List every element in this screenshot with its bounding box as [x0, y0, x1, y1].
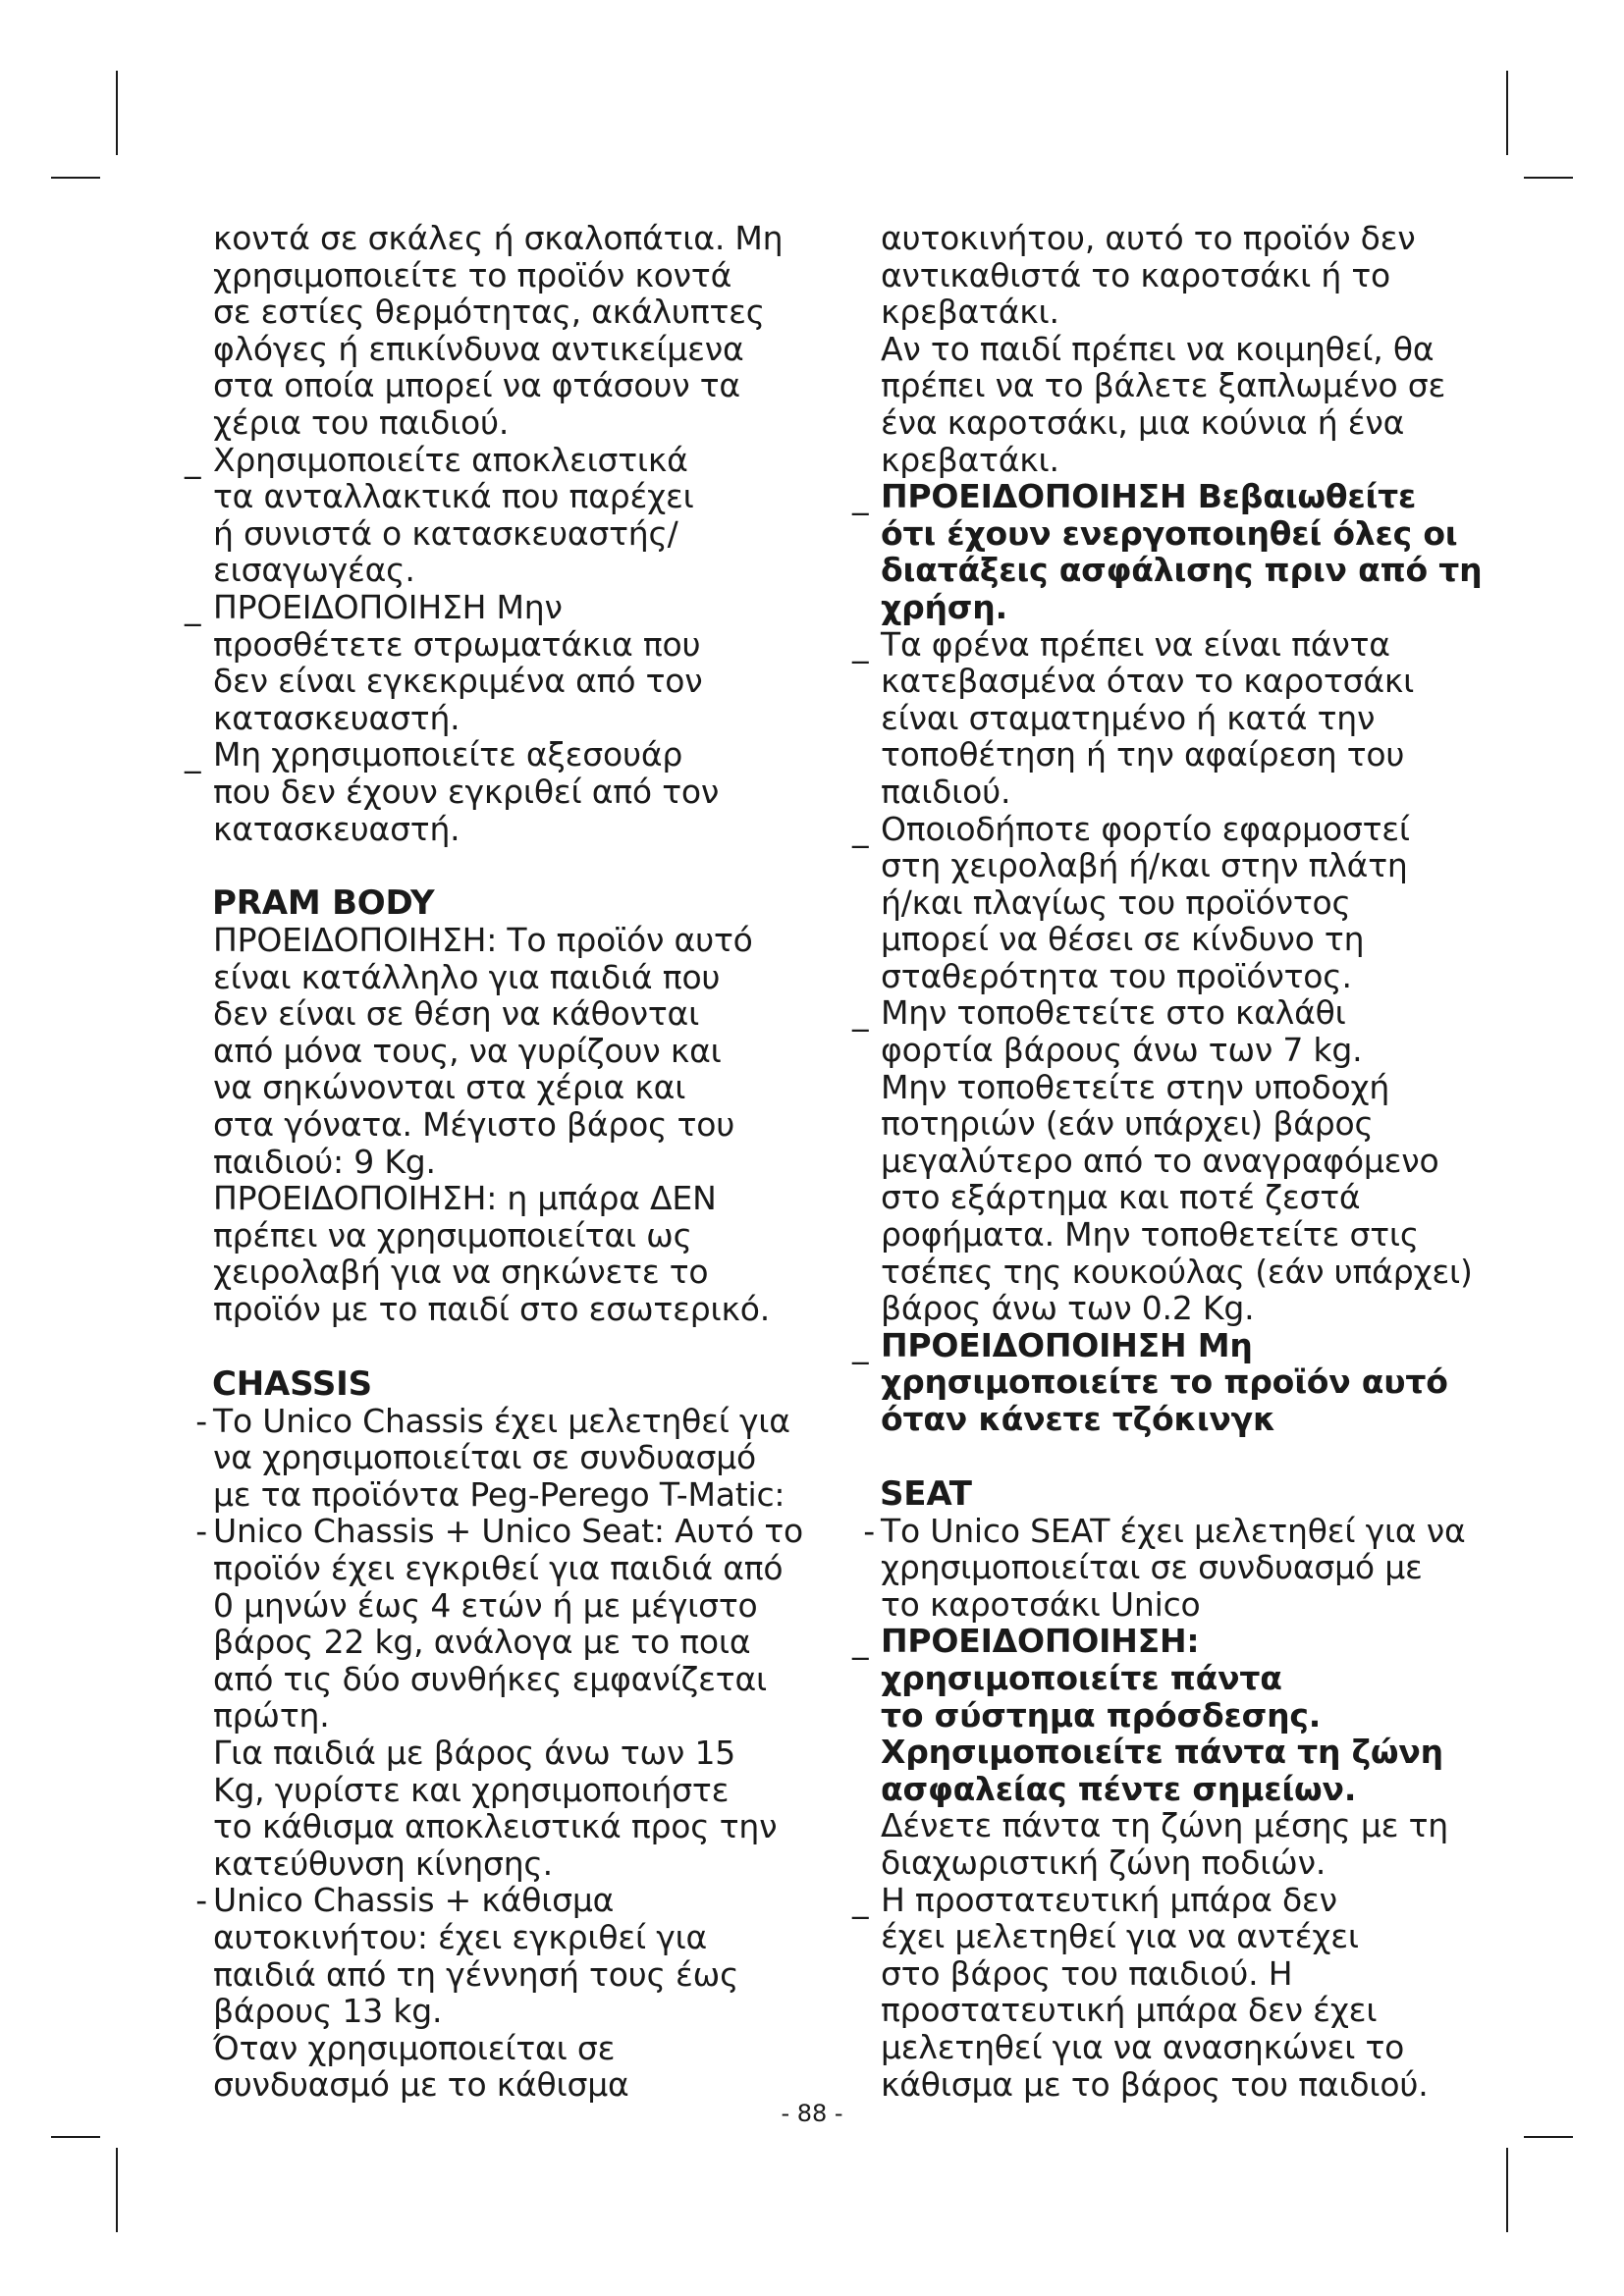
- crop-mark: [51, 2136, 100, 2138]
- text-line-bold: Χρησιμοποιείτε πάντα τη ζώνη: [881, 1733, 1443, 1772]
- crop-mark: [116, 71, 118, 155]
- chassis-item: [185, 1403, 813, 1514]
- bullet-marker: _: [852, 809, 869, 848]
- text-line: χρήση.: [881, 587, 1007, 626]
- text-line: χρησιμοποιείτε το προϊόν αυτό: [881, 1362, 1448, 1402]
- text-line: Unico Chassis + Unico Seat: Αυτό το: [213, 1512, 803, 1551]
- text-line: φλόγες ή επικίνδυνα αντικείμενα: [213, 329, 744, 368]
- text-line: κατασκευαστή.: [213, 698, 460, 737]
- bullet-marker: _: [852, 1622, 869, 1661]
- section-heading-chassis: CHASSIS: [212, 1363, 372, 1404]
- text-line: ή συνιστά ο κατασκευαστής/: [213, 513, 678, 553]
- text-line: ποτηριών (εάν υπάρχει) βάρος: [881, 1104, 1374, 1144]
- text-line: βάρους 13 kg.: [213, 1992, 443, 2031]
- section-heading-seat: SEAT: [880, 1473, 972, 1514]
- warning-item: [185, 442, 813, 589]
- warning-item: [185, 736, 813, 847]
- text-line: με τα προϊόντα Peg-Perego T-Matic:: [213, 1474, 785, 1514]
- text-line: είναι σταματημένο ή κατά την: [881, 698, 1376, 737]
- warning-item: [852, 1327, 1481, 1438]
- text-line: Δένετε πάντα τη ζώνη μέσης με τη: [881, 1806, 1448, 1845]
- text-line: προσθέτετε στρωματάκια που: [213, 624, 701, 664]
- text-line: προστατευτική μπάρα δεν έχει: [881, 1991, 1378, 2030]
- bullet-marker: -: [195, 1401, 207, 1440]
- text-line: ή/και πλαγίως του προϊόντος: [881, 882, 1351, 922]
- text-line: παιδιού.: [881, 772, 1011, 811]
- text-line: παιδιά από τη γέννησή τους έως: [213, 1954, 739, 1994]
- text-line: στη χειρολαβή ή/και στην πλάτη: [881, 846, 1408, 885]
- text-line: έχει μελετηθεί για να αντέχει: [881, 1917, 1359, 1956]
- text-line: χέρια του παιδιού.: [213, 402, 510, 442]
- text-line: στο εξάρτημα και ποτέ ζεστά: [881, 1178, 1361, 1217]
- text-line: Μην τοποθετείτε στο καλάθι: [881, 993, 1346, 1033]
- text-line: ΠΡΟΕΙΔΟΠΟΙΗΣΗ: Το προϊόν αυτό: [213, 921, 753, 960]
- bullet-marker: _: [185, 735, 201, 774]
- text-line: κατεβασμένα όταν το καροτσάκι: [881, 662, 1415, 701]
- warning-item: [852, 811, 1481, 995]
- bullet-marker: -: [195, 1881, 207, 1920]
- text-line: Αν το παιδί πρέπει να κοιμηθεί, θα: [881, 329, 1435, 368]
- text-line: αυτοκινήτου, αυτό το προϊόν δεν: [881, 219, 1416, 257]
- text-line: μεγαλύτερο από το αναγραφόμενο: [881, 1141, 1439, 1180]
- seat-item: [852, 1513, 1481, 1624]
- bullet-marker: -: [863, 1511, 875, 1550]
- text-line: στο βάρος του παιδιού. Η: [881, 1953, 1293, 1993]
- text-line: προϊόν με το παιδί στο εσωτερικό.: [213, 1290, 770, 1329]
- text-line: μελετηθεί για να ανασηκώνει το: [881, 2027, 1405, 2066]
- text-line: Οποιοδήποτε φορτίο εφαρμοστεί: [881, 809, 1410, 848]
- text-line: Μη χρησιμοποιείτε αξεσουάρ: [213, 735, 683, 774]
- text-line: Μην τοποθετείτε στην υποδοχή: [881, 1067, 1390, 1106]
- text-line: πρέπει να χρησιμοποιείται ως: [213, 1215, 692, 1255]
- text-line: προϊόν έχει εγκριθεί για παιδιά από: [213, 1549, 784, 1587]
- text-line: Kg, γυρίστε και χρησιμοποιήστε: [213, 1770, 730, 1809]
- text-line: τσέπες της κουκούλας (εάν υπάρχει): [881, 1252, 1473, 1291]
- bullet-marker: _: [185, 440, 201, 479]
- text-line: ΠΡΟΕΙΔΟΠΟΙΗΣΗ Μην: [213, 587, 563, 626]
- text-line: μπορεί να θέσει σε κίνδυνο τη: [881, 920, 1365, 959]
- text-line-bold: το σύστημα πρόσδεσης.: [881, 1695, 1322, 1735]
- text-line: κάθισμα με το βάρος του παιδιού.: [881, 2064, 1429, 2104]
- text-line: τα ανταλλακτικά που παρέχει: [213, 477, 694, 516]
- text-line: Για παιδιά με βάρος άνω των 15: [213, 1733, 736, 1772]
- text-line: ότι έχουν ενεργοποιηθεί όλες οι: [881, 513, 1458, 553]
- text-line: ΠΡΟΕΙΔΟΠΟΙΗΣΗ Μη: [881, 1325, 1253, 1364]
- bullet-marker: _: [852, 993, 869, 1033]
- text-line: πρώτη.: [213, 1696, 330, 1735]
- text-line: Τα φρένα πρέπει να είναι πάντα: [881, 624, 1390, 664]
- text-line: σταθερότητα του προϊόντος.: [881, 956, 1352, 995]
- intro-paragraph: [185, 220, 813, 442]
- crop-mark: [1524, 177, 1573, 179]
- text-line: είναι κατάλληλο για παιδιά που: [213, 957, 721, 996]
- bullet-marker: _: [185, 587, 201, 626]
- text-line: να χρησιμοποιείται σε συνδυασμό: [213, 1438, 756, 1477]
- text-line: αυτοκινήτου: έχει εγκριθεί για: [213, 1917, 708, 1956]
- bullet-marker: _: [852, 624, 869, 664]
- text-line: κοντά σε σκάλες ή σκαλοπάτια. Μη: [213, 219, 784, 257]
- text-line: κρεβατάκι.: [881, 293, 1059, 332]
- warning-item: [852, 626, 1481, 811]
- text-line-bold: ΠΡΟΕΙΔΟΠΟΙΗΣΗ:: [881, 1622, 1200, 1661]
- text-line: εισαγωγέας.: [213, 551, 415, 590]
- text-line: χρησιμοποιείται σε συνδυασμό με: [881, 1548, 1423, 1587]
- seat-item: [852, 1623, 1481, 1881]
- crop-mark: [1506, 71, 1508, 155]
- intro-paragraph: [852, 220, 1481, 478]
- text-line: διατάξεις ασφάλισης πριν από τη: [881, 551, 1483, 590]
- crop-mark: [51, 177, 100, 179]
- text-line-bold: χρησιμοποιείτε πάντα: [881, 1658, 1282, 1697]
- chassis-item: [185, 1513, 813, 1882]
- text-line: 0 μηνών έως 4 ετών ή με μέγιστο: [213, 1585, 758, 1625]
- text-line: βάρος άνω των 0.2 Kg.: [881, 1289, 1255, 1328]
- text-line: πρέπει να το βάλετε ξαπλωμένο σε: [881, 366, 1446, 405]
- text-line: ροφήματα. Μην τοποθετείτε στις: [881, 1215, 1420, 1255]
- left-column: [185, 220, 813, 2104]
- text-line: κατεύθυνση κίνησης.: [213, 1843, 553, 1883]
- text-line: να σηκώνονται στα χέρια και: [213, 1068, 686, 1107]
- chassis-item: [185, 1882, 813, 2104]
- bullet-marker: -: [195, 1512, 207, 1551]
- text-line: δεν είναι εγκεκριμένα από τον: [213, 662, 703, 701]
- text-line: βάρος 22 kg, ανάλογα με το ποια: [213, 1623, 751, 1662]
- text-line: όταν κάνετε τζόκινγκ: [881, 1400, 1276, 1438]
- text-line: κρεβατάκι.: [881, 440, 1059, 479]
- text-line: αντικαθιστά το καροτσάκι ή το: [881, 255, 1390, 294]
- text-line: τοποθέτηση ή την αφαίρεση του: [881, 735, 1405, 774]
- bullet-marker: _: [852, 1325, 869, 1364]
- text-line: συνδυασμό με το κάθισμα: [213, 2065, 629, 2105]
- text-line: το καροτσάκι Unico: [881, 1584, 1201, 1624]
- pram-body-paragraph: [185, 922, 813, 1328]
- bullet-marker: _: [852, 477, 869, 516]
- text-line: παιδιού: 9 Kg.: [213, 1142, 436, 1181]
- text-line: Το Unico Chassis έχει μελετηθεί για: [213, 1401, 790, 1440]
- text-line: δεν είναι σε θέση να κάθονται: [213, 994, 700, 1034]
- text-line: Η προστατευτική μπάρα δεν: [881, 1880, 1337, 1919]
- text-line: διαχωριστική ζώνη ποδιών.: [881, 1842, 1326, 1882]
- warning-item: [852, 994, 1481, 1326]
- text-line: κατασκευαστή.: [213, 809, 460, 848]
- text-line: που δεν έχουν εγκριθεί από τον: [213, 772, 720, 811]
- text-line: το κάθισμα αποκλειστικά προς την: [213, 1807, 778, 1846]
- text-line: ένα καροτσάκι, μια κούνια ή ένα: [881, 402, 1405, 442]
- text-line: ΠΡΟΕΙΔΟΠΟΙΗΣΗ: η μπάρα ΔΕΝ: [213, 1179, 717, 1218]
- seat-item: [852, 1882, 1481, 2104]
- crop-mark: [1524, 2136, 1573, 2138]
- text-line: από μόνα τους, να γυρίζουν και: [213, 1031, 722, 1070]
- text-line: στα γόνατα. Μέγιστο βάρος του: [213, 1105, 735, 1145]
- warning-item: [852, 478, 1481, 625]
- bullet-marker: _: [852, 1880, 869, 1919]
- text-line: Χρησιμοποιείτε αποκλειστικά: [213, 440, 688, 479]
- text-line: από τις δύο συνθήκες εμφανίζεται: [213, 1659, 767, 1698]
- right-column: [852, 220, 1481, 2103]
- section-heading-pram-body: PRAM BODY: [212, 883, 435, 924]
- crop-mark: [1506, 2148, 1508, 2232]
- page-number: - 88 -: [781, 2100, 843, 2127]
- text-line: στα οποία μπορεί να φτάσουν τα: [213, 366, 740, 405]
- warning-item: [185, 589, 813, 736]
- text-line: ΠΡΟΕΙΔΟΠΟΙΗΣΗ Βεβαιωθείτε: [881, 477, 1417, 516]
- text-line: Όταν χρησιμοποιείται σε: [213, 2028, 616, 2067]
- text-line: φορτία βάρους άνω των 7 kg.: [881, 1031, 1363, 1070]
- text-line: Unico Chassis + κάθισμα: [213, 1881, 615, 1920]
- text-line-bold: ασφαλείας πέντε σημείων.: [881, 1769, 1357, 1808]
- crop-mark: [116, 2148, 118, 2232]
- text-line: σε εστίες θερμότητας, ακάλυπτες: [213, 293, 765, 332]
- text-line: χειρολαβή για να σηκώνετε το: [213, 1253, 709, 1292]
- text-line: χρησιμοποιείτε το προϊόν κοντά: [213, 255, 732, 294]
- text-line: Το Unico SEAT έχει μελετηθεί για να: [881, 1511, 1466, 1550]
